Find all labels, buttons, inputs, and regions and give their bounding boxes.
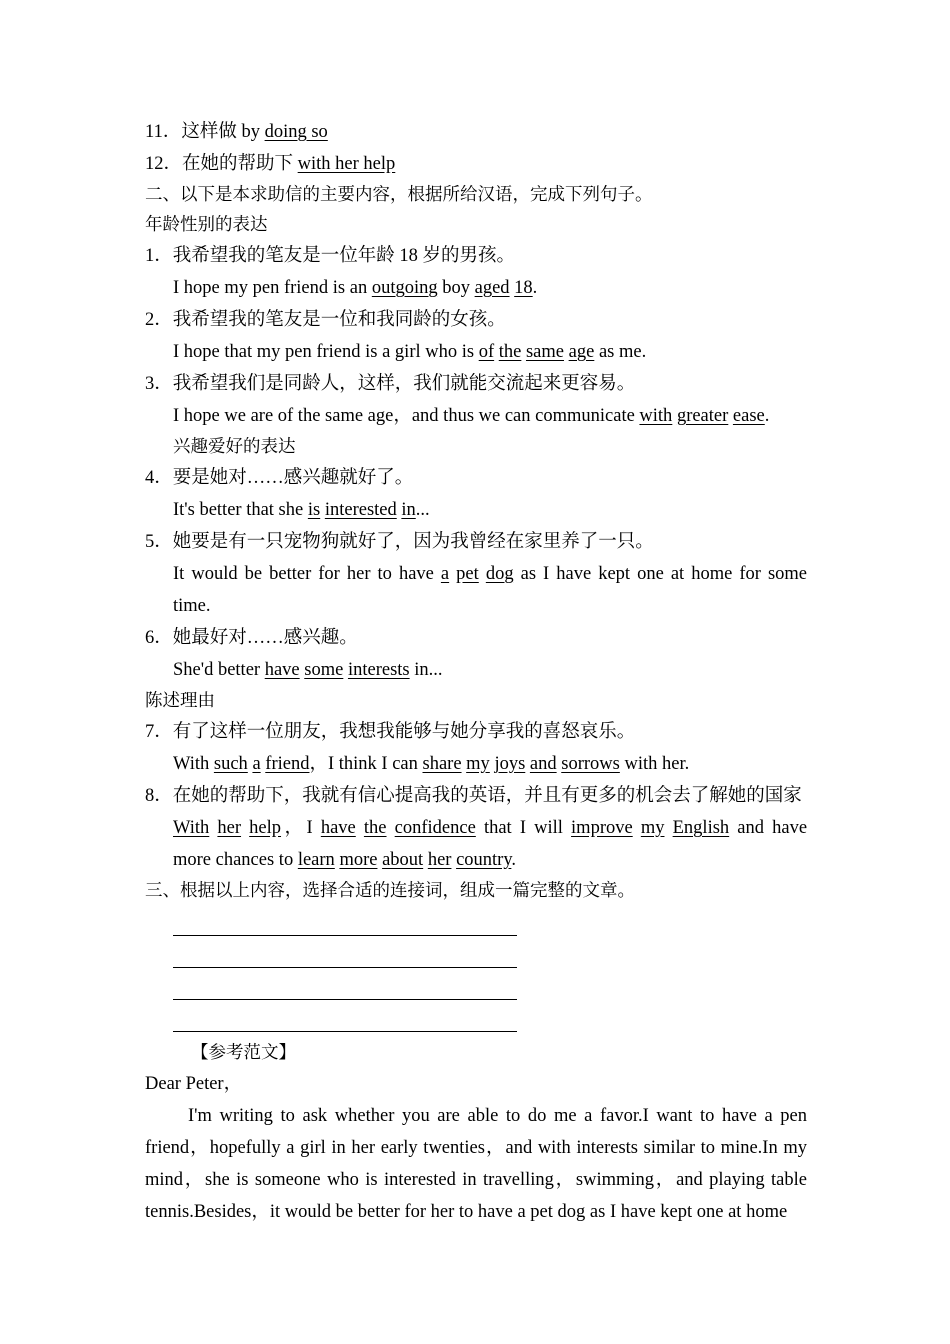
answer: a [252, 754, 261, 774]
item-number: 11． [145, 122, 182, 142]
answer-blank-line[interactable] [173, 906, 517, 936]
answer-blank-line[interactable] [173, 1000, 517, 1032]
answer: of [478, 342, 495, 362]
answer: age [568, 342, 595, 362]
q8-english-line1 [145, 812, 807, 844]
answer: the [498, 342, 522, 362]
item-number: 12． [145, 154, 183, 174]
text: . [764, 406, 770, 426]
subheading-age: 年龄性别的表达 [145, 215, 268, 235]
answer: the [363, 818, 387, 838]
answer: have [320, 818, 356, 838]
answer: doing so [264, 122, 328, 142]
answer: aged [474, 278, 510, 298]
answer: more [339, 850, 378, 870]
answer: in [401, 500, 416, 520]
q8-english-line2 [145, 844, 807, 876]
text: I hope my pen friend is an [173, 278, 372, 298]
answer: learn [297, 850, 335, 870]
q6-english [145, 654, 807, 686]
answer: her [427, 850, 452, 870]
q5-english-line1 [145, 558, 807, 590]
answer: sorrows [561, 754, 620, 774]
answer: 18 [514, 278, 533, 298]
answer: such [213, 754, 248, 774]
q1-english [145, 272, 807, 304]
answer-blanks [145, 906, 807, 1032]
q2-english [145, 336, 807, 368]
q4-chinese: 4．要是她对……感兴趣就好了。 [145, 468, 414, 488]
answer: help [249, 818, 282, 838]
answer: interested [324, 500, 397, 520]
q7-english [145, 748, 807, 780]
model-letter [145, 1068, 807, 1228]
text: . [532, 278, 538, 298]
answer: with her help [297, 154, 396, 174]
text: ，I [281, 818, 321, 838]
text: that I will [475, 818, 572, 838]
text: I hope that my pen friend is a girl who is [173, 342, 479, 362]
text: It's better that she [173, 500, 308, 520]
letter-body: I'm writing to ask whether you are able to do me a favor.I want to have a pen friend，hopefully a girl in her early twenties，and with interests similar to mine.In my mind，she is someone who is interested in travelling，swimming，and playing table tennis.Besides，it would be better for her to have a pet dog as I have kept one at home [145, 1106, 807, 1222]
text: She'd better [173, 660, 265, 680]
answer: improve [571, 818, 633, 838]
subheading-interest: 兴趣爱好的表达 [173, 437, 296, 457]
answer-blank-line[interactable] [173, 968, 517, 1000]
item-prompt: 这样做 by [181, 122, 265, 142]
q5-english-line2: time. [173, 596, 211, 616]
answer: her [217, 818, 242, 838]
answer: and [529, 754, 557, 774]
q2-chinese: 2．我希望我的笔友是一位和我同龄的女孩。 [145, 310, 506, 330]
answer: my [640, 818, 665, 838]
section-2-heading: 二、以下是本求助信的主要内容，根据所给汉语，完成下列句子。 [145, 185, 653, 205]
q3-english [145, 400, 807, 432]
letter-salutation: Dear Peter， [145, 1074, 243, 1094]
answer: interests [347, 660, 410, 680]
q5-chinese: 5．她要是有一只宠物狗就好了，因为我曾经在家里养了一只。 [145, 532, 654, 552]
text: boy [437, 278, 475, 298]
answer: share [422, 754, 462, 774]
text: in... [409, 660, 443, 680]
text: and have [729, 818, 808, 838]
answer: English [672, 818, 730, 838]
item-12 [145, 148, 807, 180]
text: . [511, 850, 516, 870]
answer: outgoing [371, 278, 438, 298]
q1-chinese: 1．我希望我的笔友是一位年龄 18 岁的男孩。 [145, 246, 516, 266]
text: With [173, 754, 214, 774]
section-3-heading: 三、根据以上内容，选择合适的连接词，组成一篇完整的文章。 [145, 881, 635, 901]
answer: greater [676, 406, 729, 426]
subheading-reason: 陈述理由 [145, 691, 215, 711]
q8-chinese: 8．在她的帮助下，我就有信心提高我的英语，并且有更多的机会去了解她的国家 [145, 786, 802, 806]
text: more chances to [173, 850, 298, 870]
answer: my [466, 754, 490, 774]
text: as I have kept one at home for some [513, 564, 808, 584]
text: with her. [619, 754, 690, 774]
answer: some [304, 660, 344, 680]
q3-chinese: 3．我希望我们是同龄人，这样，我们就能交流起来更容易。 [145, 374, 636, 394]
item-prompt: 在她的帮助下 [182, 154, 298, 174]
answer: pet [456, 564, 479, 584]
answer: friend [265, 754, 310, 774]
q4-english [145, 494, 807, 526]
answer: joys [494, 754, 526, 774]
answer: with [639, 406, 673, 426]
answer: have [264, 660, 300, 680]
reference-title: 【参考范文】 [191, 1043, 296, 1063]
q6-chinese: 6．她最好对……感兴趣。 [145, 628, 358, 648]
answer: With [173, 818, 210, 838]
answer: is [307, 500, 321, 520]
text: ... [415, 500, 430, 520]
q7-chinese: 7．有了这样一位朋友，我想我能够与她分享我的喜怒哀乐。 [145, 722, 636, 742]
document-page [145, 116, 807, 1228]
answer: country [456, 850, 512, 870]
answer: dog [485, 564, 514, 584]
answer: confidence [394, 818, 476, 838]
answer: same [525, 342, 564, 362]
text: as me. [594, 342, 647, 362]
text: It would be better for her to have [173, 564, 441, 584]
text: ，I think I can [309, 754, 423, 774]
item-11 [145, 116, 807, 148]
text: I hope we are of the same age，and thus we can communicate [173, 406, 640, 426]
answer: ease [732, 406, 765, 426]
answer: a [440, 564, 450, 584]
answer-blank-line[interactable] [173, 936, 517, 968]
answer: about [382, 850, 424, 870]
